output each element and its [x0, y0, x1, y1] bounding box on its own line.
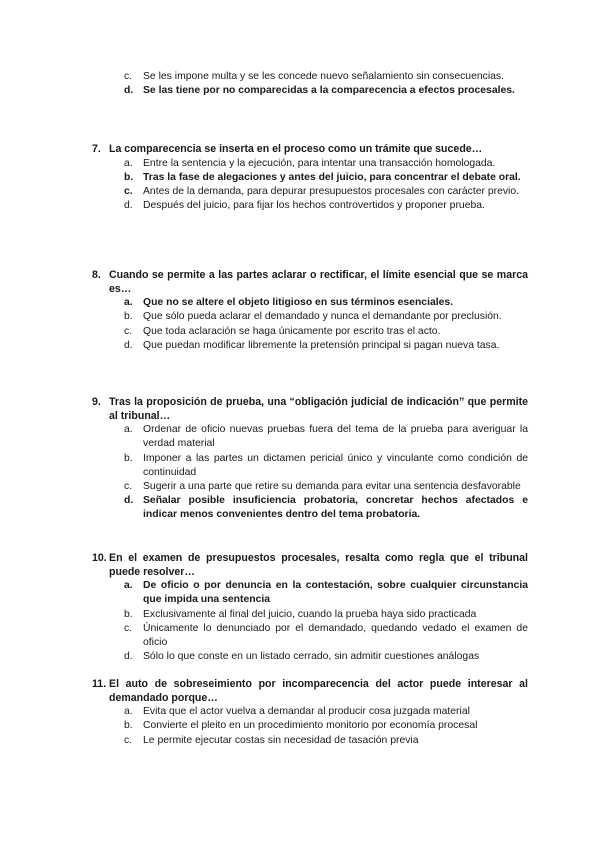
option-text: Se les impone multa y se les concede nuevo señalamiento sin consecuencias. [143, 71, 504, 82]
option-c [124, 480, 528, 494]
option-text: Antes de la demanda, para depurar presupuestos procesales con carácter previo. [143, 186, 520, 197]
question-number: 9. [92, 396, 101, 408]
option-letter: b. [124, 452, 133, 464]
option-b [124, 310, 528, 324]
option-text: Tras la fase de alegaciones y antes del juicio, para concentrar el debate oral. [143, 171, 521, 183]
question-number: 10. [92, 552, 107, 564]
options-list [92, 157, 528, 214]
option-text: Imponer a las partes un dictamen pericial único y vinculante como condición de continuidad [143, 452, 528, 478]
option-letter: d. [124, 339, 133, 351]
question-number: 7. [92, 143, 101, 155]
option-text: Que no se altere el objeto litigioso en sus términos esenciales. [143, 297, 454, 309]
option-b [124, 719, 528, 733]
question-heading [92, 269, 528, 296]
option-c [124, 185, 528, 199]
option-letter: c. [124, 481, 133, 492]
question-text: En el examen de presupuestos procesales, resalta como regla que el tribunal puede resolver… [109, 552, 528, 578]
option-text: Evita que el actor vuelva a demandar al producir cosa juzgada material [143, 706, 470, 718]
option-letter: a. [124, 424, 133, 436]
question-text: El auto de sobreseimiento por incomparecencia del actor puede interesar al demandado porque… [109, 678, 528, 704]
question-heading [92, 552, 528, 579]
option-letter: b. [124, 311, 133, 323]
question-heading [92, 396, 528, 423]
option-b [124, 171, 528, 185]
option-text: Ordenar de oficio nuevas pruebas fuera del tema de la prueba para averiguar la verdad material [143, 424, 528, 450]
option-letter: a. [124, 157, 133, 169]
option-letter: c. [124, 622, 133, 634]
option-text: Que toda aclaración se haga únicamente por escrito tras el acto. [143, 325, 441, 337]
options-list [92, 296, 528, 353]
options-list [92, 423, 528, 522]
option-text: De oficio o por denuncia en la contestación, sobre cualquier circunstancia que impida una sentencia [143, 580, 528, 606]
option-text: Que sólo pueda aclarar el demandado y nunca el demandante por preclusión. [143, 311, 502, 323]
options-list [92, 579, 528, 664]
question-11 [92, 678, 528, 748]
option-a [124, 579, 528, 607]
question-text: Tras la proposición de prueba, una “obligación judicial de indicación” que permite al tribunal… [109, 396, 528, 422]
option-letter: b. [124, 171, 134, 183]
question-heading [92, 143, 528, 157]
question-text: Cuando se permite a las partes aclarar o rectificar, el límite esencial que se marca es… [109, 269, 528, 295]
option-a [124, 296, 528, 310]
option-text: Exclusivamente al final del juicio, cuando la prueba haya sido practicada [143, 608, 477, 620]
option-letter: b. [124, 608, 133, 620]
question-8 [92, 269, 528, 353]
question-7 [92, 143, 528, 213]
option-text: Señalar posible insuficiencia probatoria, concretar hechos afectados e indicar menos convenientes dentro del tema probatoria. [143, 495, 528, 521]
option-c [124, 734, 528, 748]
option-text: Entre la sentencia y la ejecución, para intentar una transacción homologada. [143, 157, 496, 169]
question-10 [92, 552, 528, 664]
option-letter: b. [124, 720, 133, 732]
options-list [92, 70, 528, 98]
option-d [124, 339, 528, 353]
option-text: Convierte el pleito en un procedimiento monitorio por economía procesal [143, 720, 478, 732]
option-letter: c. [124, 71, 133, 82]
option-text: Le permite ejecutar costas sin necesidad de tasación previa [143, 734, 419, 746]
option-letter: a. [124, 580, 133, 592]
options-list [92, 705, 528, 748]
option-d [124, 199, 528, 213]
question-number: 11. [92, 678, 107, 690]
option-a [124, 423, 528, 451]
option-letter: d. [124, 200, 133, 212]
option-letter: c. [124, 186, 133, 197]
option-d [124, 494, 528, 522]
option-d [124, 650, 528, 664]
option-text: Sugerir a una parte que retire su demanda para evitar una sentencia desfavorable [143, 481, 521, 492]
question-6-continuation [92, 70, 528, 98]
option-text: Se las tiene por no comparecidas a la comparecencia a efectos procesales. [143, 85, 515, 97]
option-a [124, 157, 528, 171]
option-text: Sólo lo que conste en un listado cerrado, sin admitir cuestiones análogas [143, 651, 480, 663]
option-d [124, 84, 528, 98]
option-a [124, 705, 528, 719]
option-c [124, 325, 528, 339]
option-letter: a. [124, 706, 133, 718]
option-letter: a. [124, 297, 133, 309]
option-text: Que puedan modificar libremente la pretensión principal si pagan nueva tasa. [143, 339, 500, 351]
question-heading [92, 678, 528, 705]
question-number: 8. [92, 269, 101, 281]
option-letter: d. [124, 85, 134, 97]
option-b [124, 452, 528, 480]
option-letter: c. [124, 734, 133, 746]
option-letter: d. [124, 495, 134, 507]
question-text: La comparecencia se inserta en el proceso como un trámite que sucede… [109, 143, 483, 155]
option-letter: d. [124, 651, 133, 663]
option-c [124, 70, 528, 84]
option-text: Únicamente lo denunciado por el demandado, quedando vedado el examen de oficio [143, 622, 528, 648]
question-9 [92, 396, 528, 523]
option-c [124, 622, 528, 650]
option-letter: c. [124, 325, 133, 337]
option-text: Después del juicio, para fijar los hechos controvertidos y proponer prueba. [143, 200, 485, 212]
option-b [124, 608, 528, 622]
